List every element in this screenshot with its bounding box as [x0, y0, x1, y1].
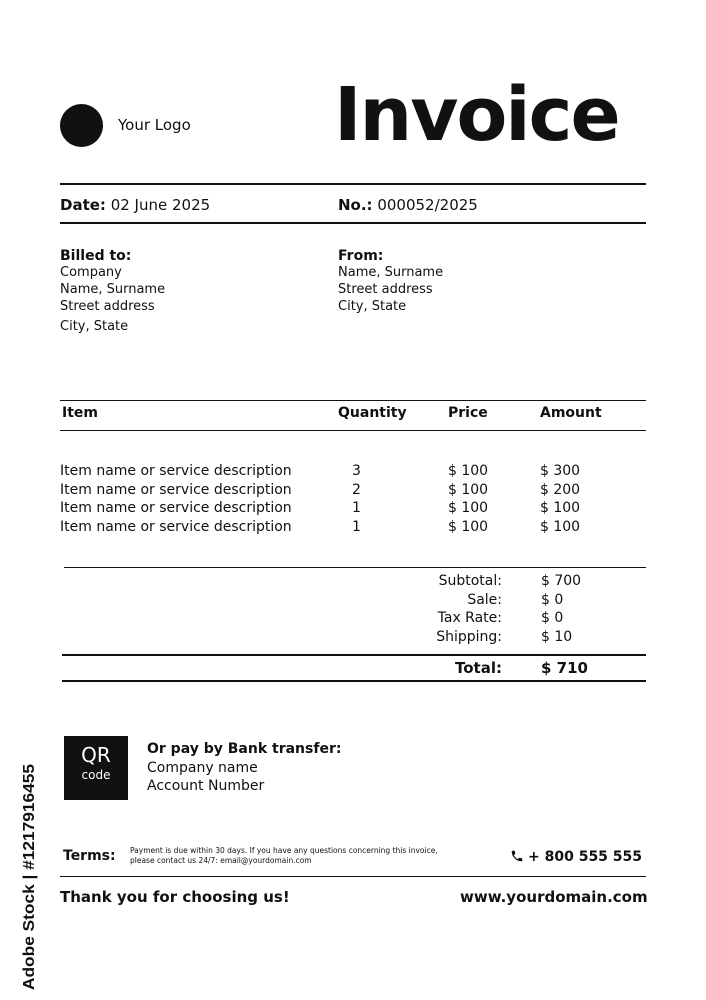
from-line: City, State	[338, 299, 407, 314]
logo-text: Your Logo	[118, 116, 191, 134]
billed-to-line: Name, Surname	[60, 282, 166, 297]
row-quantity: 2	[352, 482, 361, 498]
date-label: Date:	[60, 196, 106, 214]
tax-value: $ 0	[541, 610, 564, 626]
qr-code-placeholder	[64, 736, 128, 800]
bank-account-number: Account Number	[147, 778, 265, 794]
row-item: Item name or service description	[60, 519, 292, 535]
total-value: $ 710	[541, 659, 588, 677]
row-item: Item name or service description	[60, 463, 292, 479]
terms-label: Terms:	[63, 848, 116, 864]
website-link[interactable]: www.yourdomain.com	[460, 888, 648, 906]
total-label: Total:	[455, 659, 502, 677]
billed-to-line: City, State	[60, 319, 129, 334]
bank-transfer-heading: Or pay by Bank transfer:	[147, 741, 342, 757]
divider-top	[60, 183, 646, 185]
thank-you-text: Thank you for choosing us!	[60, 888, 290, 906]
number-value: 000052/2025	[377, 196, 478, 214]
phone-contact	[510, 849, 642, 865]
row-quantity: 3	[352, 463, 361, 479]
from-block	[338, 248, 443, 315]
row-quantity: 1	[352, 500, 361, 516]
table-top-rule	[60, 400, 646, 401]
number-label: No.:	[338, 196, 373, 214]
row-amount: $ 200	[540, 482, 581, 498]
col-header-price: Price	[448, 405, 488, 421]
billed-to-line: Street address	[60, 299, 155, 314]
qr-label: QR	[81, 743, 111, 767]
row-item: Item name or service description	[60, 500, 292, 516]
shipping-label: Shipping:	[436, 629, 502, 645]
billed-to-heading: Billed to:	[60, 248, 132, 264]
billed-to-line: Company	[60, 265, 122, 280]
row-price: $ 100	[448, 463, 489, 479]
from-heading: From:	[338, 248, 384, 264]
shipping-value: $ 10	[541, 629, 573, 645]
row-amount: $ 300	[540, 463, 581, 479]
terms-text	[130, 846, 490, 866]
col-header-amount: Amount	[540, 405, 602, 421]
row-item: Item name or service description	[60, 482, 292, 498]
footer-rule	[60, 876, 646, 877]
qr-sublabel: code	[81, 768, 111, 782]
divider-meta	[60, 222, 646, 224]
subtotal-value: $ 700	[541, 573, 582, 589]
phone-icon	[510, 849, 524, 863]
summary-top-rule	[64, 567, 646, 568]
row-quantity: 1	[352, 519, 361, 535]
from-line: Street address	[338, 282, 433, 297]
stock-id-text: Adobe Stock | #1217916455	[21, 780, 38, 990]
tax-label: Tax Rate:	[437, 610, 502, 626]
row-price: $ 100	[448, 482, 489, 498]
subtotal-label: Subtotal:	[438, 573, 502, 589]
col-header-quantity: Quantity	[338, 405, 407, 421]
date-field	[60, 196, 210, 214]
phone-number: + 800 555 555	[528, 849, 643, 865]
sale-value: $ 0	[541, 592, 564, 608]
date-value: 02 June 2025	[110, 196, 211, 214]
billed-to-block	[60, 248, 165, 335]
table-header-rule	[60, 430, 646, 431]
row-amount: $ 100	[540, 519, 581, 535]
invoice-number-field	[338, 196, 478, 214]
total-top-rule	[62, 654, 646, 656]
total-bottom-rule	[62, 680, 646, 682]
stock-id-watermark	[6, 760, 46, 1000]
terms-line: Payment is due within 30 days. If you have any questions concerning this invoice,	[130, 846, 438, 855]
col-header-item: Item	[62, 405, 98, 421]
row-amount: $ 100	[540, 500, 581, 516]
logo-circle	[60, 104, 103, 147]
sale-label: Sale:	[467, 592, 502, 608]
row-price: $ 100	[448, 500, 489, 516]
terms-line: please contact us 24/7: email@yourdomain.com	[130, 856, 312, 865]
invoice-title: Invoice	[334, 72, 619, 158]
row-price: $ 100	[448, 519, 489, 535]
bank-company-name: Company name	[147, 760, 258, 776]
from-line: Name, Surname	[338, 265, 444, 280]
